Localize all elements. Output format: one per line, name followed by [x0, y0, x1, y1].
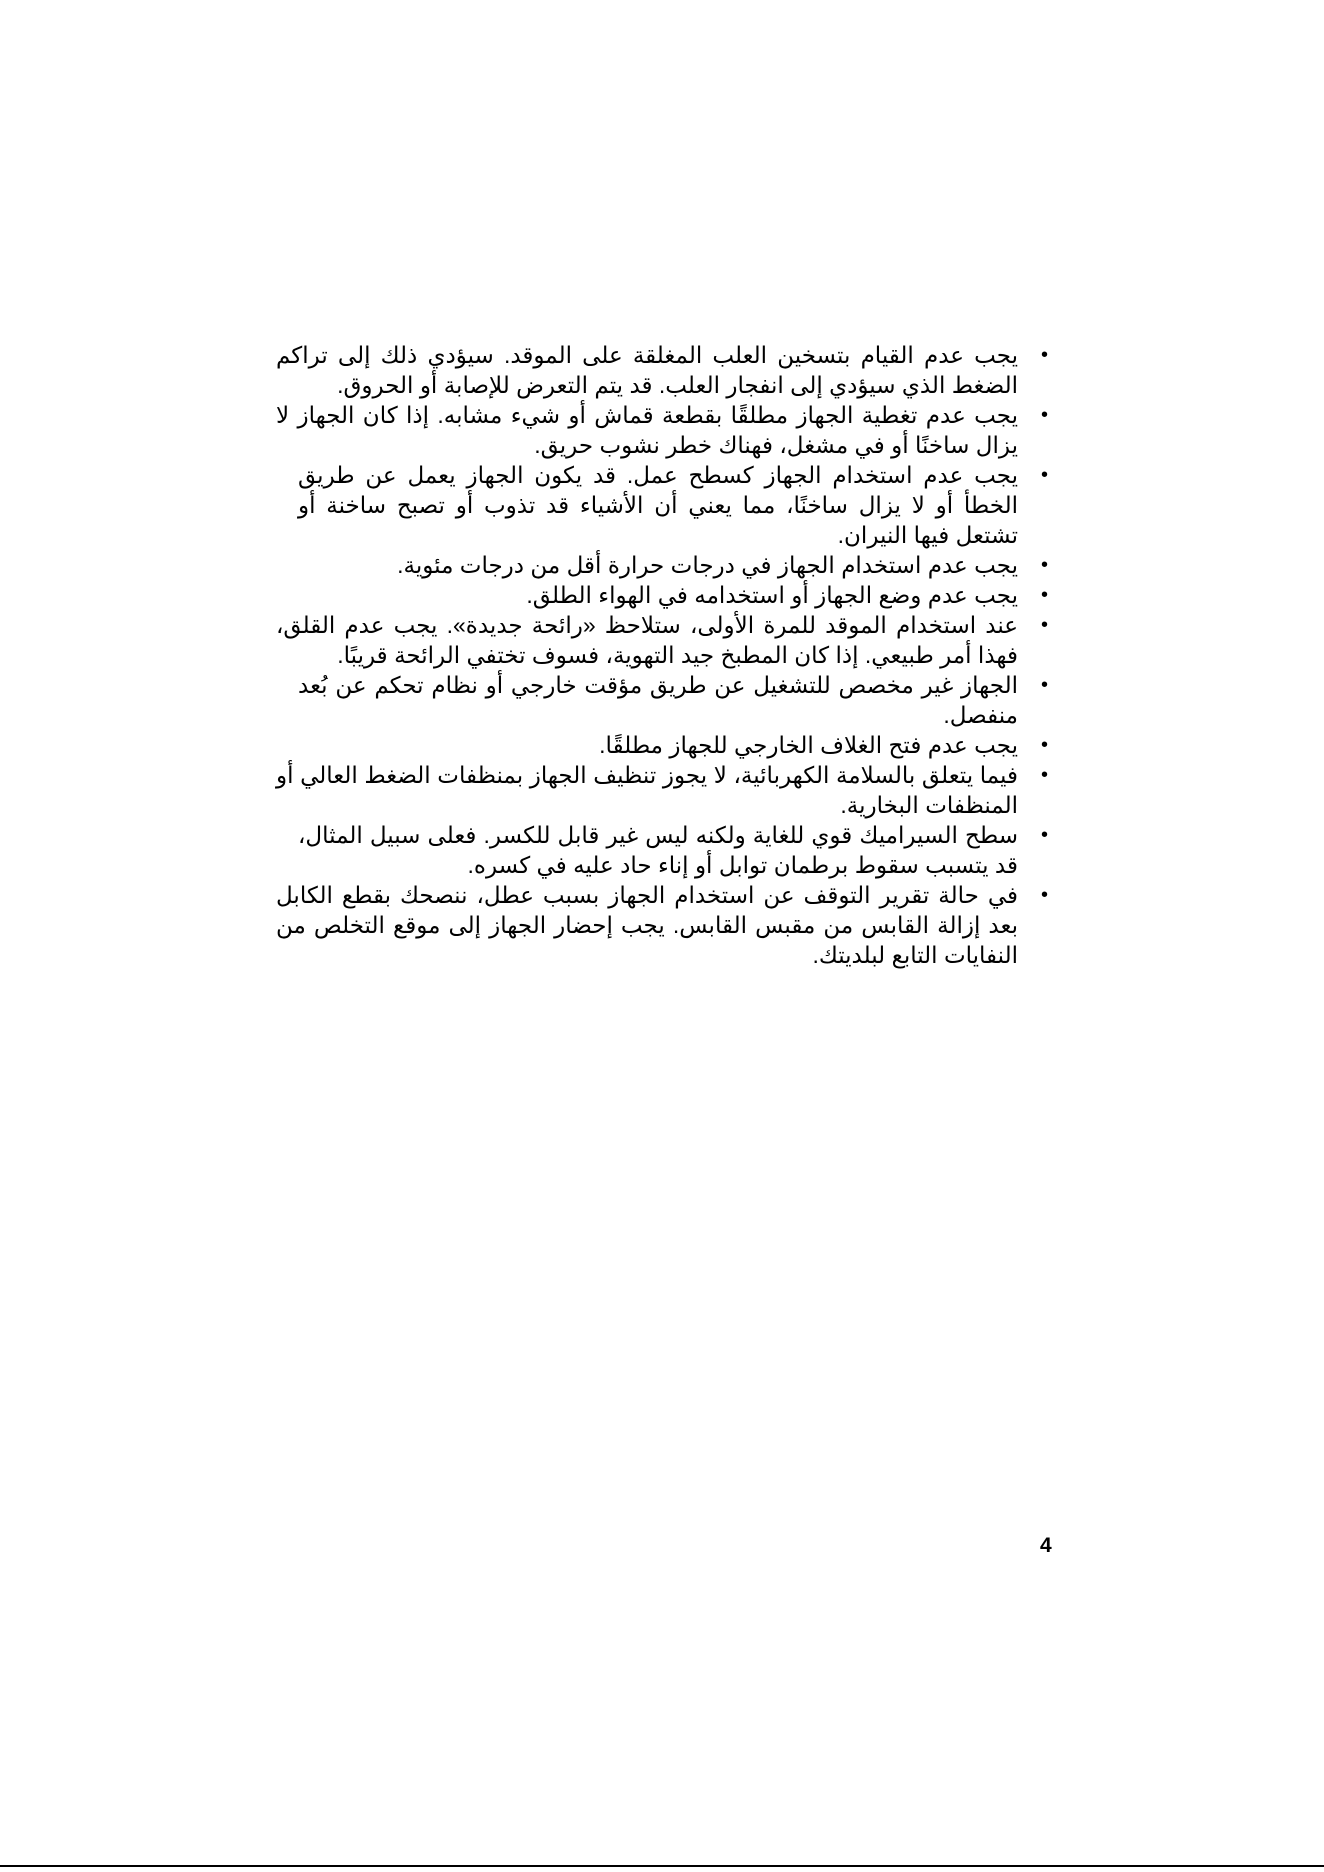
safety-instructions-list — [276, 340, 1050, 970]
page-number: 4 — [1040, 1534, 1052, 1557]
list-item: • فيما يتعلق بالسلامة الكهربائية، لا يجوز تنظيف الجهاز بمنظفات الضغط العالي أو المنظفات البخارية. — [276, 760, 1050, 820]
list-item: • يجب عدم تغطية الجهاز مطلقًا بقطعة قماش أو شيء مشابه. إذا كان الجهاز لا يزال ساخنًا أو في مشغل، فهناك خطر نشوب حريق. — [276, 400, 1050, 460]
list-item: • عند استخدام الموقد للمرة الأولى، ستلاحظ «رائحة جديدة». يجب عدم القلق، فهذا أمر طبيعي. إذا كان المطبخ جيد التهوية، فسوف تختفي الرائحة قريبًا. — [276, 610, 1050, 670]
list-item: • الجهاز غير مخصص للتشغيل عن طريق مؤقت خارجي أو نظام تحكم عن بُعد منفصل. — [298, 670, 1050, 730]
list-item: • يجب عدم استخدام الجهاز كسطح عمل. قد يكون الجهاز يعمل عن طريق الخطأ أو لا يزال ساخنًا، مما يعني أن الأشياء قد تذوب أو تصبح ساخنة أو تشتعل فيها النيران. — [298, 460, 1050, 550]
list-item: • يجب عدم فتح الغلاف الخارجي للجهاز مطلقًا. — [276, 730, 1050, 760]
list-item: • في حالة تقرير التوقف عن استخدام الجهاز بسبب عطل، ننصحك بقطع الكابل بعد إزالة القابس من مقبس القابس. يجب إحضار الجهاز إلى موقع التخلص من النفايات التابع لبلديتك. — [276, 880, 1050, 970]
bottom-divider — [0, 1865, 1324, 1867]
list-item: • يجب عدم وضع الجهاز أو استخدامه في الهواء الطلق. — [276, 580, 1050, 610]
list-item: • سطح السيراميك قوي للغاية ولكنه ليس غير قابل للكسر. فعلى سبيل المثال، قد يتسبب سقوط برطمان توابل أو إناء حاد عليه في كسره. — [298, 820, 1050, 880]
list-item: • يجب عدم القيام بتسخين العلب المغلقة على الموقد. سيؤدي ذلك إلى تراكم الضغط الذي سيؤدي إلى انفجار العلب. قد يتم التعرض للإصابة أو الحروق. — [276, 340, 1050, 400]
list-item: • يجب عدم استخدام الجهاز في درجات حرارة أقل من درجات مئوية. — [276, 550, 1050, 580]
